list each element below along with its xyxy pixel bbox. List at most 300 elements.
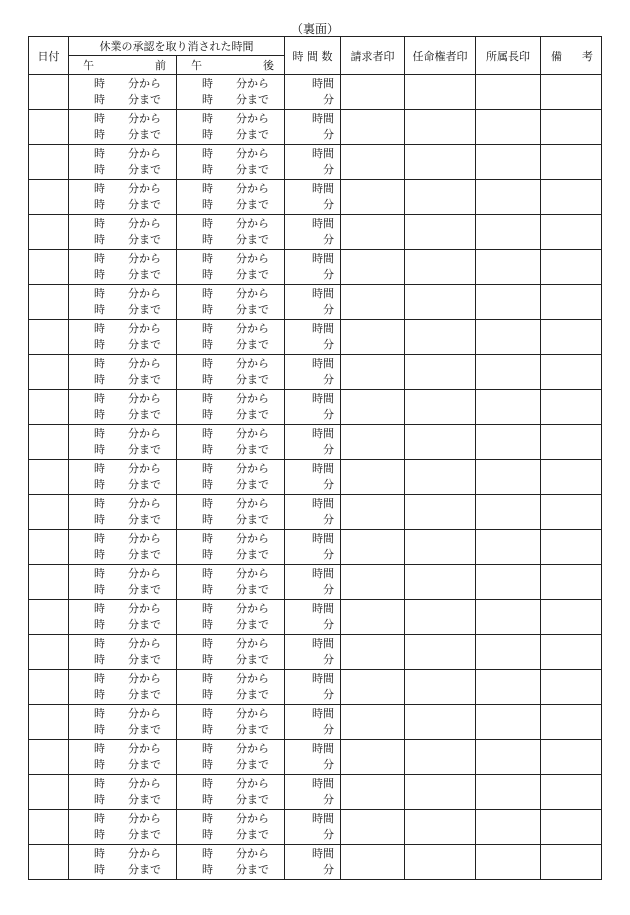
- hours-cell[interactable]: [285, 635, 341, 670]
- chief-seal-cell[interactable]: [476, 145, 541, 180]
- chief-seal-cell[interactable]: [476, 495, 541, 530]
- hour-label: 時: [94, 217, 105, 230]
- until-label: 分まで: [128, 688, 161, 701]
- requester-seal-cell[interactable]: [341, 740, 405, 775]
- pm-time-cell[interactable]: [177, 285, 285, 320]
- hour-label: 時: [94, 128, 105, 141]
- hour-label: 時: [202, 427, 213, 440]
- until-label: 分まで: [128, 758, 161, 771]
- pm-time-cell[interactable]: [177, 180, 285, 215]
- requester-seal-cell[interactable]: [341, 705, 405, 740]
- hour-label: 時: [94, 812, 105, 825]
- pm-time-cell[interactable]: [177, 75, 285, 110]
- hours-cell[interactable]: [285, 495, 341, 530]
- date-cell[interactable]: [29, 670, 69, 705]
- until-label: 分まで: [128, 548, 161, 561]
- minutes-unit-label: 分: [323, 618, 334, 631]
- until-label: 分まで: [236, 653, 269, 666]
- hours-unit-label: 時間: [312, 147, 334, 160]
- hour-label: 時: [202, 672, 213, 685]
- appointer-seal-cell[interactable]: [405, 425, 476, 460]
- pm-time-cell[interactable]: [177, 635, 285, 670]
- until-label: 分まで: [236, 583, 269, 596]
- pm-time-cell[interactable]: [177, 530, 285, 565]
- date-column-header: 日付: [29, 37, 69, 75]
- hour-label: 時: [202, 338, 213, 351]
- hour-label: 時: [202, 392, 213, 405]
- hours-unit-label: 時間: [312, 427, 334, 440]
- remarks-cell[interactable]: [541, 775, 602, 810]
- requester-seal-cell[interactable]: [341, 355, 405, 390]
- remarks-cell[interactable]: [541, 75, 602, 110]
- hour-label: 時: [94, 513, 105, 526]
- until-label: 分まで: [128, 303, 161, 316]
- chief-seal-cell[interactable]: [476, 705, 541, 740]
- chief-seal-cell[interactable]: [476, 740, 541, 775]
- hours-cell[interactable]: [285, 145, 341, 180]
- remarks-cell[interactable]: [541, 215, 602, 250]
- hours-unit-label: 時間: [312, 532, 334, 545]
- hour-label: 時: [94, 462, 105, 475]
- hour-label: 時: [202, 758, 213, 771]
- remarks-cell[interactable]: [541, 180, 602, 215]
- requester-seal-cell[interactable]: [341, 425, 405, 460]
- requester-seal-cell[interactable]: [341, 320, 405, 355]
- minutes-unit-label: 分: [323, 93, 334, 106]
- am-time-cell[interactable]: [69, 425, 177, 460]
- remarks-cell[interactable]: [541, 285, 602, 320]
- appointer-seal-cell[interactable]: [405, 285, 476, 320]
- am-time-cell[interactable]: [69, 390, 177, 425]
- date-cell[interactable]: [29, 425, 69, 460]
- from-label: 分から: [236, 182, 269, 195]
- remarks-char-2: 考: [582, 49, 593, 63]
- hour-label: 時: [202, 513, 213, 526]
- hours-unit-label: 時間: [312, 322, 334, 335]
- requester-seal-cell[interactable]: [341, 285, 405, 320]
- hours-unit-label: 時間: [312, 812, 334, 825]
- appointer-seal-cell[interactable]: [405, 810, 476, 845]
- date-cell[interactable]: [29, 530, 69, 565]
- until-label: 分まで: [236, 548, 269, 561]
- date-cell[interactable]: [29, 250, 69, 285]
- pm-time-cell[interactable]: [177, 110, 285, 145]
- from-label: 分から: [128, 742, 161, 755]
- am-time-cell[interactable]: [69, 180, 177, 215]
- chief-seal-cell[interactable]: [476, 635, 541, 670]
- date-cell[interactable]: [29, 810, 69, 845]
- am-char-2: 前: [155, 59, 166, 72]
- am-time-cell[interactable]: [69, 810, 177, 845]
- hour-label: 時: [202, 198, 213, 211]
- remarks-cell[interactable]: [541, 705, 602, 740]
- pm-time-cell[interactable]: [177, 565, 285, 600]
- pm-char-1: 午: [191, 59, 202, 72]
- pm-time-cell[interactable]: [177, 460, 285, 495]
- am-time-cell[interactable]: [69, 285, 177, 320]
- from-label: 分から: [236, 812, 269, 825]
- hours-cell[interactable]: [285, 775, 341, 810]
- hour-label: 時: [94, 847, 105, 860]
- hour-label: 時: [202, 217, 213, 230]
- hour-label: 時: [94, 427, 105, 440]
- remarks-cell[interactable]: [541, 250, 602, 285]
- appointer-seal-cell[interactable]: [405, 600, 476, 635]
- hours-column-header: 時 間 数: [285, 37, 341, 75]
- until-label: 分まで: [128, 93, 161, 106]
- table-row: [29, 355, 602, 390]
- am-time-cell[interactable]: [69, 775, 177, 810]
- hour-label: 時: [202, 688, 213, 701]
- until-label: 分まで: [236, 828, 269, 841]
- hour-label: 時: [94, 777, 105, 790]
- requester-seal-cell[interactable]: [341, 75, 405, 110]
- hour-label: 時: [94, 287, 105, 300]
- hour-label: 時: [202, 408, 213, 421]
- chief-seal-cell[interactable]: [476, 285, 541, 320]
- minutes-unit-label: 分: [323, 548, 334, 561]
- pm-time-cell[interactable]: [177, 355, 285, 390]
- hour-label: 時: [202, 828, 213, 841]
- remarks-char-1: 備: [551, 49, 562, 63]
- chief-seal-cell[interactable]: [476, 320, 541, 355]
- remarks-cell[interactable]: [541, 390, 602, 425]
- hour-label: 時: [94, 478, 105, 491]
- chief-seal-cell[interactable]: [476, 565, 541, 600]
- chief-seal-cell[interactable]: [476, 250, 541, 285]
- hour-label: 時: [202, 287, 213, 300]
- date-cell[interactable]: [29, 740, 69, 775]
- requester-seal-cell[interactable]: [341, 600, 405, 635]
- hours-unit-label: 時間: [312, 357, 334, 370]
- date-cell[interactable]: [29, 285, 69, 320]
- hours-cell[interactable]: [285, 250, 341, 285]
- hours-cell[interactable]: [285, 810, 341, 845]
- requester-seal-cell[interactable]: [341, 215, 405, 250]
- hour-label: 時: [94, 602, 105, 615]
- hours-cell[interactable]: [285, 600, 341, 635]
- hours-cell[interactable]: [285, 705, 341, 740]
- hour-label: 時: [94, 77, 105, 90]
- chief-seal-cell[interactable]: [476, 355, 541, 390]
- requester-seal-cell[interactable]: [341, 390, 405, 425]
- am-time-cell[interactable]: [69, 740, 177, 775]
- am-time-cell[interactable]: [69, 845, 177, 880]
- table-row: [29, 250, 602, 285]
- am-time-cell[interactable]: [69, 110, 177, 145]
- remarks-cell[interactable]: [541, 425, 602, 460]
- remarks-cell[interactable]: [541, 495, 602, 530]
- pm-time-cell[interactable]: [177, 600, 285, 635]
- requester-seal-cell[interactable]: [341, 810, 405, 845]
- table-row: [29, 320, 602, 355]
- hour-label: 時: [94, 567, 105, 580]
- appointer-seal-cell[interactable]: [405, 635, 476, 670]
- date-cell[interactable]: [29, 565, 69, 600]
- hour-label: 時: [202, 77, 213, 90]
- chief-seal-cell[interactable]: [476, 215, 541, 250]
- table-row: [29, 810, 602, 845]
- appointer-seal-cell[interactable]: [405, 530, 476, 565]
- pm-time-cell[interactable]: [177, 320, 285, 355]
- from-label: 分から: [128, 497, 161, 510]
- hours-cell[interactable]: [285, 845, 341, 880]
- date-cell[interactable]: [29, 495, 69, 530]
- hours-cell[interactable]: [285, 320, 341, 355]
- appointer-seal-cell[interactable]: [405, 460, 476, 495]
- hour-label: 時: [94, 863, 105, 876]
- from-label: 分から: [128, 182, 161, 195]
- am-time-cell[interactable]: [69, 565, 177, 600]
- date-cell[interactable]: [29, 75, 69, 110]
- pm-time-cell[interactable]: [177, 705, 285, 740]
- hours-cell[interactable]: [285, 75, 341, 110]
- from-label: 分から: [128, 567, 161, 580]
- requester-seal-cell[interactable]: [341, 145, 405, 180]
- remarks-cell[interactable]: [541, 565, 602, 600]
- from-label: 分から: [128, 707, 161, 720]
- hours-unit-label: 時間: [312, 252, 334, 265]
- hours-cell[interactable]: [285, 460, 341, 495]
- hours-cell[interactable]: [285, 215, 341, 250]
- remarks-cell[interactable]: [541, 320, 602, 355]
- appointer-seal-cell[interactable]: [405, 670, 476, 705]
- chief-seal-cell[interactable]: [476, 425, 541, 460]
- hours-cell[interactable]: [285, 390, 341, 425]
- requester-seal-cell[interactable]: [341, 670, 405, 705]
- pm-time-cell[interactable]: [177, 670, 285, 705]
- date-cell[interactable]: [29, 635, 69, 670]
- until-label: 分まで: [128, 338, 161, 351]
- date-cell[interactable]: [29, 320, 69, 355]
- date-cell[interactable]: [29, 775, 69, 810]
- chief-seal-cell[interactable]: [476, 390, 541, 425]
- hours-unit-label: 時間: [312, 182, 334, 195]
- am-time-cell[interactable]: [69, 145, 177, 180]
- am-time-cell[interactable]: [69, 250, 177, 285]
- table-row: [29, 145, 602, 180]
- hours-cell[interactable]: [285, 530, 341, 565]
- appointer-seal-cell[interactable]: [405, 705, 476, 740]
- remarks-cell[interactable]: [541, 670, 602, 705]
- appointer-seal-cell[interactable]: [405, 75, 476, 110]
- appointer-seal-cell[interactable]: [405, 775, 476, 810]
- from-label: 分から: [236, 77, 269, 90]
- requester-seal-cell[interactable]: [341, 775, 405, 810]
- requester-seal-cell[interactable]: [341, 845, 405, 880]
- from-label: 分から: [236, 287, 269, 300]
- hour-label: 時: [94, 707, 105, 720]
- from-label: 分から: [128, 112, 161, 125]
- requester-seal-cell[interactable]: [341, 250, 405, 285]
- appointer-seal-cell[interactable]: [405, 215, 476, 250]
- appointer-seal-cell[interactable]: [405, 740, 476, 775]
- chief-seal-cell[interactable]: [476, 810, 541, 845]
- pm-time-cell[interactable]: [177, 215, 285, 250]
- from-label: 分から: [236, 462, 269, 475]
- chief-seal-cell[interactable]: [476, 845, 541, 880]
- remarks-cell[interactable]: [541, 845, 602, 880]
- until-label: 分まで: [236, 233, 269, 246]
- appointer-seal-cell[interactable]: [405, 110, 476, 145]
- from-label: 分から: [128, 532, 161, 545]
- remarks-cell[interactable]: [541, 355, 602, 390]
- table-row: [29, 670, 602, 705]
- until-label: 分まで: [128, 373, 161, 386]
- appointer-seal-column-header: 任命権者印: [405, 37, 476, 75]
- chief-seal-cell[interactable]: [476, 110, 541, 145]
- date-cell[interactable]: [29, 145, 69, 180]
- appointer-seal-cell[interactable]: [405, 565, 476, 600]
- am-time-cell[interactable]: [69, 530, 177, 565]
- appointer-seal-cell[interactable]: [405, 250, 476, 285]
- from-label: 分から: [236, 707, 269, 720]
- date-cell[interactable]: [29, 390, 69, 425]
- from-label: 分から: [128, 602, 161, 615]
- am-time-cell[interactable]: [69, 460, 177, 495]
- chief-seal-cell[interactable]: [476, 460, 541, 495]
- am-time-cell[interactable]: [69, 705, 177, 740]
- hour-label: 時: [202, 322, 213, 335]
- am-time-cell[interactable]: [69, 495, 177, 530]
- chief-seal-cell[interactable]: [476, 670, 541, 705]
- until-label: 分まで: [128, 723, 161, 736]
- appointer-seal-cell[interactable]: [405, 390, 476, 425]
- appointer-seal-cell[interactable]: [405, 845, 476, 880]
- pm-time-cell[interactable]: [177, 775, 285, 810]
- until-label: 分まで: [128, 478, 161, 491]
- am-time-cell[interactable]: [69, 635, 177, 670]
- remarks-cell[interactable]: [541, 110, 602, 145]
- cancellation-record-table: [28, 36, 602, 880]
- hours-cell[interactable]: [285, 355, 341, 390]
- requester-seal-cell[interactable]: [341, 495, 405, 530]
- until-label: 分まで: [128, 268, 161, 281]
- remarks-cell[interactable]: [541, 530, 602, 565]
- am-time-cell[interactable]: [69, 215, 177, 250]
- requester-seal-cell[interactable]: [341, 110, 405, 145]
- pm-time-cell[interactable]: [177, 495, 285, 530]
- hours-cell[interactable]: [285, 565, 341, 600]
- until-label: 分まで: [236, 163, 269, 176]
- am-time-cell[interactable]: [69, 670, 177, 705]
- from-label: 分から: [236, 602, 269, 615]
- pm-time-cell[interactable]: [177, 845, 285, 880]
- hours-cell[interactable]: [285, 740, 341, 775]
- from-label: 分から: [236, 847, 269, 860]
- remarks-cell[interactable]: [541, 740, 602, 775]
- appointer-seal-cell[interactable]: [405, 320, 476, 355]
- hours-cell[interactable]: [285, 285, 341, 320]
- requester-seal-cell[interactable]: [341, 565, 405, 600]
- chief-seal-cell[interactable]: [476, 600, 541, 635]
- chief-seal-cell[interactable]: [476, 180, 541, 215]
- remarks-cell[interactable]: [541, 145, 602, 180]
- pm-time-cell[interactable]: [177, 145, 285, 180]
- date-cell[interactable]: [29, 845, 69, 880]
- hour-label: 時: [202, 618, 213, 631]
- hour-label: 時: [202, 357, 213, 370]
- from-label: 分から: [236, 672, 269, 685]
- hours-unit-label: 時間: [312, 77, 334, 90]
- hour-label: 時: [94, 758, 105, 771]
- from-label: 分から: [128, 322, 161, 335]
- am-time-cell[interactable]: [69, 355, 177, 390]
- date-cell[interactable]: [29, 460, 69, 495]
- am-time-cell[interactable]: [69, 320, 177, 355]
- hours-cell[interactable]: [285, 425, 341, 460]
- table-row: [29, 495, 602, 530]
- chief-seal-cell[interactable]: [476, 530, 541, 565]
- date-cell[interactable]: [29, 180, 69, 215]
- hours-cell[interactable]: [285, 110, 341, 145]
- minutes-unit-label: 分: [323, 198, 334, 211]
- appointer-seal-cell[interactable]: [405, 495, 476, 530]
- until-label: 分まで: [236, 408, 269, 421]
- remarks-column-header: [541, 37, 602, 75]
- until-label: 分まで: [236, 268, 269, 281]
- from-label: 分から: [236, 357, 269, 370]
- hour-label: 時: [94, 497, 105, 510]
- requester-seal-cell[interactable]: [341, 530, 405, 565]
- hours-unit-label: 時間: [312, 392, 334, 405]
- remarks-cell[interactable]: [541, 635, 602, 670]
- date-cell[interactable]: [29, 355, 69, 390]
- hours-cell[interactable]: [285, 180, 341, 215]
- pm-time-cell[interactable]: [177, 740, 285, 775]
- pm-time-cell[interactable]: [177, 810, 285, 845]
- appointer-seal-cell[interactable]: [405, 180, 476, 215]
- requester-seal-cell[interactable]: [341, 635, 405, 670]
- date-cell[interactable]: [29, 215, 69, 250]
- am-time-cell[interactable]: [69, 75, 177, 110]
- from-label: 分から: [236, 567, 269, 580]
- table-row: [29, 845, 602, 880]
- date-cell[interactable]: [29, 600, 69, 635]
- minutes-unit-label: 分: [323, 653, 334, 666]
- remarks-cell[interactable]: [541, 810, 602, 845]
- hour-label: 時: [202, 793, 213, 806]
- pm-subheader: [177, 56, 285, 75]
- table-row: [29, 110, 602, 145]
- hour-label: 時: [202, 567, 213, 580]
- requester-seal-cell[interactable]: [341, 180, 405, 215]
- hour-label: 時: [94, 637, 105, 650]
- pm-time-cell[interactable]: [177, 390, 285, 425]
- requester-seal-cell[interactable]: [341, 460, 405, 495]
- table-row: [29, 215, 602, 250]
- remarks-cell[interactable]: [541, 600, 602, 635]
- am-time-cell[interactable]: [69, 600, 177, 635]
- from-label: 分から: [236, 497, 269, 510]
- until-label: 分まで: [236, 198, 269, 211]
- until-label: 分まで: [236, 688, 269, 701]
- pm-time-cell[interactable]: [177, 250, 285, 285]
- minutes-unit-label: 分: [323, 373, 334, 386]
- hour-label: 時: [94, 147, 105, 160]
- appointer-seal-cell[interactable]: [405, 355, 476, 390]
- until-label: 分まで: [128, 863, 161, 876]
- pm-time-cell[interactable]: [177, 425, 285, 460]
- date-cell[interactable]: [29, 705, 69, 740]
- chief-seal-cell[interactable]: [476, 775, 541, 810]
- hour-label: 時: [94, 688, 105, 701]
- appointer-seal-cell[interactable]: [405, 145, 476, 180]
- remarks-cell[interactable]: [541, 460, 602, 495]
- date-cell[interactable]: [29, 110, 69, 145]
- hours-cell[interactable]: [285, 670, 341, 705]
- chief-seal-cell[interactable]: [476, 75, 541, 110]
